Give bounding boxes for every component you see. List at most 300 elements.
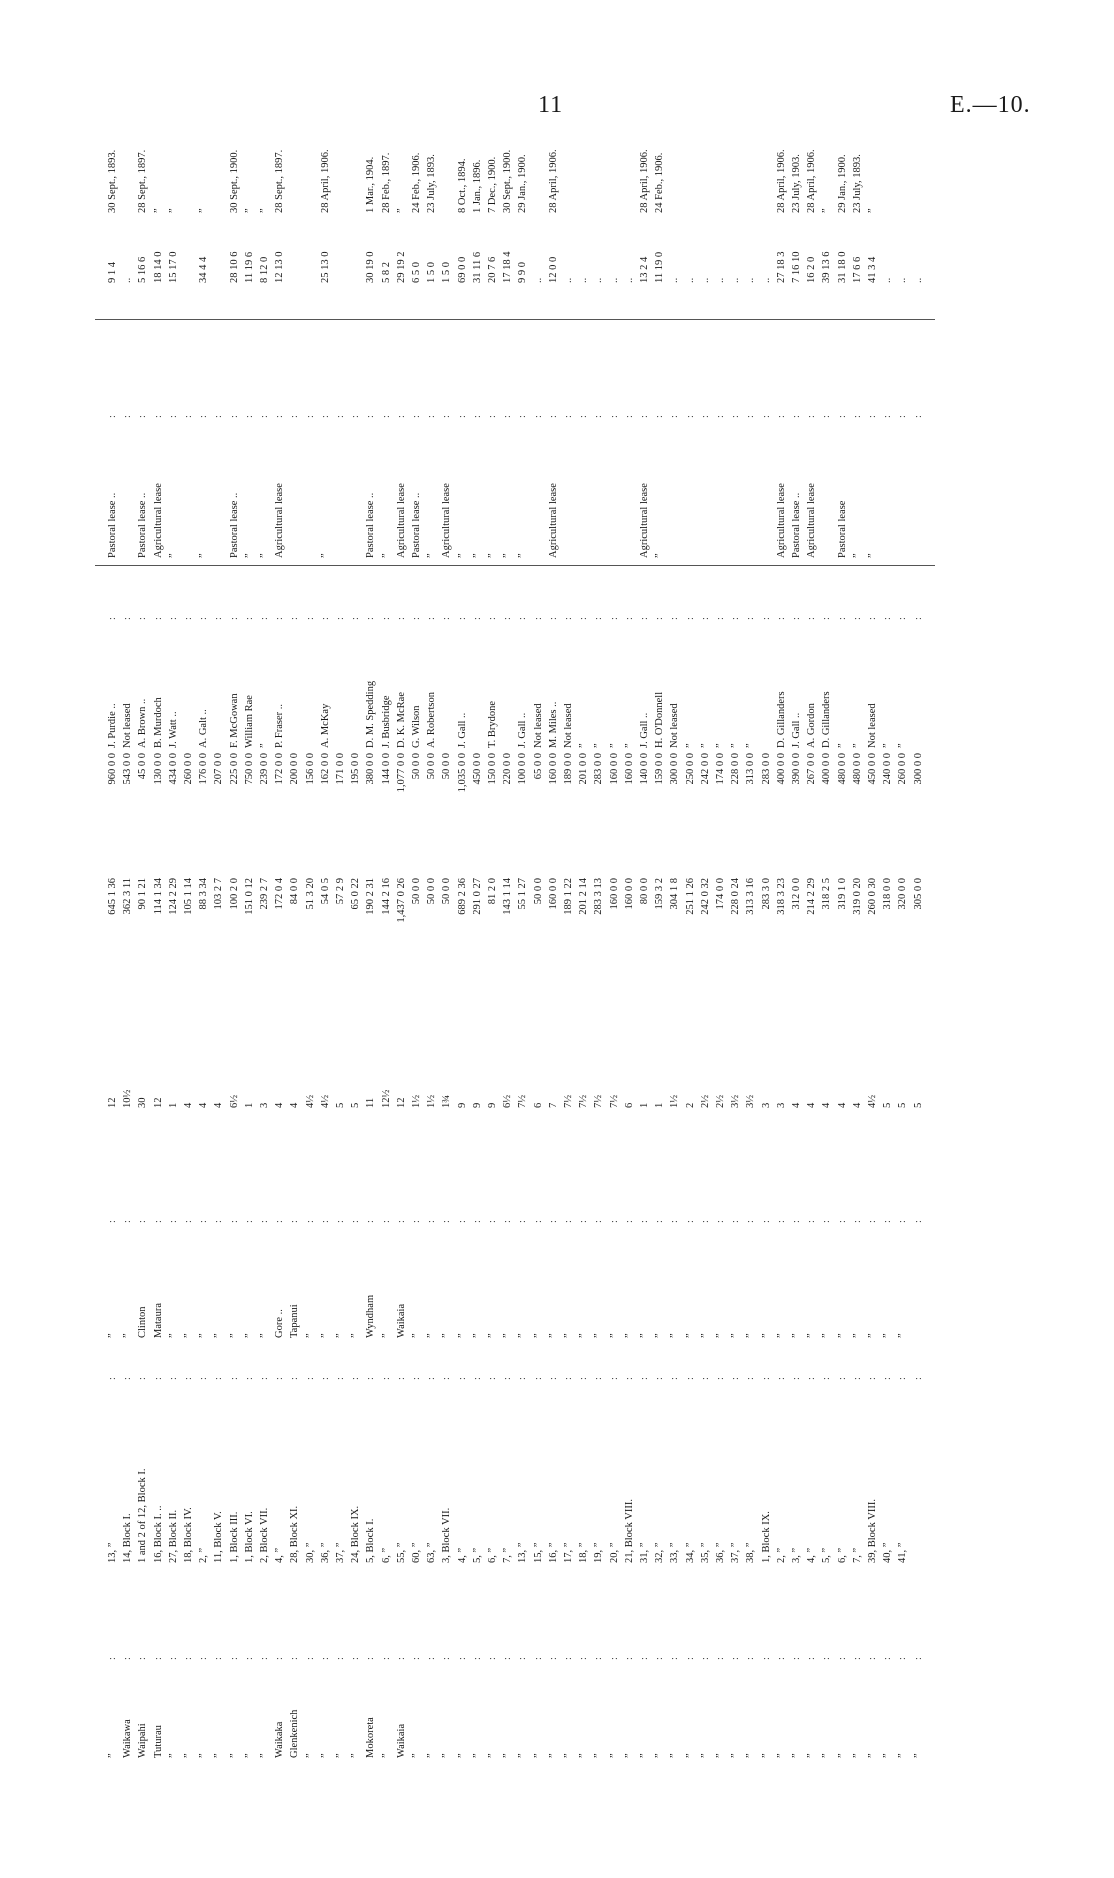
hundred-cell: Clinton (137, 1306, 149, 1338)
value-cell: 144 2 16 (380, 878, 392, 915)
section-cell: 7, ” (502, 1547, 514, 1563)
leader-dots: : (715, 1651, 726, 1660)
leader-dots: : (167, 1371, 179, 1380)
district-cell: Tuturau (152, 1725, 164, 1758)
leader-dots: : (851, 1371, 863, 1380)
tenure-cell: ” (380, 553, 392, 558)
lessee-cell: ” (608, 743, 620, 748)
table-row (837, 118, 849, 1758)
hundred-cell: Wyndham (365, 1294, 377, 1338)
rent-cell: 17 6 6 (851, 256, 863, 283)
district-cell: ” (350, 1753, 362, 1758)
hundred-cell: ” (426, 1333, 438, 1338)
leader-dots: : (304, 1214, 316, 1223)
capital-value-cell: 50 0 0 (426, 753, 438, 780)
table-row (320, 118, 332, 1758)
capital-value-cell: 242 0 0 (699, 753, 711, 785)
section-cell: 4, ” (456, 1547, 468, 1563)
section-cell: 60, ” (411, 1542, 422, 1563)
area-cell: 4 (289, 1102, 301, 1108)
capital-value-cell: 130 0 0 (152, 753, 164, 785)
leader-dots: : (137, 611, 149, 620)
lessee-cell: F. McGowan (228, 693, 240, 748)
lessee-cell: Not leased (669, 703, 681, 748)
value-cell: 100 2 0 (228, 878, 240, 910)
capital-value-cell: 240 0 0 (882, 753, 894, 785)
lessee-cell: ” (897, 743, 909, 748)
leader-dots: : (623, 611, 635, 620)
leader-dots: : (912, 1214, 924, 1223)
value-cell: 318 3 23 (775, 878, 787, 915)
value-cell: 143 1 14 (502, 878, 514, 915)
tenure-cell: ” (259, 553, 270, 558)
leader-dots: : (730, 611, 742, 620)
area-cell: 12½ (380, 1089, 392, 1108)
district-cell: ” (639, 1753, 650, 1758)
table-row (624, 118, 636, 1758)
leader-dots: : (350, 611, 362, 620)
leader-dots: : (441, 1651, 453, 1660)
value-cell: 84 0 0 (289, 878, 301, 905)
table-row (609, 118, 621, 1758)
area-cell: 1 (654, 1102, 666, 1108)
leader-dots: : (563, 611, 574, 620)
capital-value-cell: 480 0 0 (851, 753, 863, 785)
leader-dots: : (243, 409, 255, 418)
section-cell: 4, ” (806, 1547, 818, 1563)
leader-dots: : (563, 1371, 574, 1380)
area-cell: 1½ (669, 1094, 681, 1108)
leader-dots: : (608, 1651, 620, 1660)
leader-dots: : (867, 1371, 878, 1380)
date-cell: 28 April, 1906. (547, 149, 559, 213)
leader-dots: : (107, 1651, 118, 1660)
section-cell: 24, Block IX. (350, 1505, 362, 1563)
date-cell: 24 Feb., 1906. (654, 152, 666, 213)
leader-dots: : (456, 1214, 468, 1223)
district-cell: ” (532, 1753, 544, 1758)
leader-dots: : (791, 1651, 802, 1660)
area-cell: 6½ (502, 1094, 514, 1108)
hundred-cell: ” (730, 1333, 742, 1338)
district-cell: ” (699, 1753, 711, 1758)
section-cell: 19, ” (593, 1542, 605, 1563)
leader-dots: : (487, 1214, 498, 1223)
lessee-cell: B. Murdoch (152, 697, 164, 748)
area-cell: 12 (107, 1097, 118, 1108)
value-cell: 320 0 0 (897, 878, 909, 910)
capital-value-cell: 171 0 0 (335, 753, 346, 785)
district-cell: ” (730, 1753, 742, 1758)
rent-cell: 69 0 0 (456, 256, 468, 283)
district-cell: Waipahi (137, 1723, 149, 1758)
leader-dots: : (350, 409, 362, 418)
hundred-cell: ” (623, 1333, 635, 1338)
table-row (289, 118, 301, 1758)
value-cell: 174 0 0 (715, 878, 726, 910)
capital-value-cell: 450 0 0 (471, 753, 483, 785)
section-cell: 5, ” (821, 1547, 833, 1563)
area-cell: 1¾ (441, 1094, 453, 1108)
rent-cell: .. (912, 277, 924, 283)
capital-value-cell: 65 0 0 (532, 753, 544, 780)
leader-dots: : (259, 1651, 270, 1660)
district-cell: ” (821, 1753, 833, 1758)
rent-cell: 1 5 0 (426, 262, 438, 283)
area-cell: 3½ (745, 1094, 757, 1108)
leader-dots: : (578, 1214, 590, 1223)
district-cell: ” (487, 1753, 498, 1758)
rent-cell: 11 19 0 (654, 251, 666, 283)
rent-cell: 17 18 4 (502, 251, 514, 283)
date-cell: ” (243, 208, 255, 213)
area-cell: 2 (684, 1102, 696, 1108)
section-cell: 35, ” (699, 1542, 711, 1563)
district-cell: ” (167, 1753, 179, 1758)
table-row (639, 118, 651, 1758)
leader-dots: : (471, 409, 483, 418)
lessee-cell: J. Watt .. (167, 711, 179, 748)
leader-dots: : (806, 1214, 818, 1223)
value-cell: 90 1 21 (137, 878, 149, 910)
district-cell: Waikaka (274, 1721, 286, 1758)
value-cell: 54 0 5 (319, 878, 331, 905)
value-cell: 50 0 0 (426, 878, 438, 905)
leader-dots: : (122, 409, 134, 418)
section-cell: 6, ” (380, 1547, 392, 1563)
leader-dots: : (411, 611, 422, 620)
area-cell: 7 (547, 1102, 559, 1108)
capital-value-cell: 300 0 0 (669, 753, 681, 785)
leader-dots: : (836, 409, 848, 418)
value-cell: 160 0 0 (547, 878, 559, 910)
section-cell: 3, Block VII. (441, 1507, 453, 1563)
leader-dots: : (760, 1651, 772, 1660)
table-row (685, 118, 697, 1758)
rent-cell: 39 13 6 (821, 251, 833, 283)
value-cell: 105 1 14 (183, 878, 194, 915)
leader-dots: : (426, 1651, 438, 1660)
capital-value-cell: 176 0 0 (198, 753, 210, 785)
table-row (122, 118, 134, 1758)
table-row (335, 118, 347, 1758)
leader-dots: : (882, 409, 894, 418)
table-row (396, 118, 408, 1758)
district-cell: ” (319, 1753, 331, 1758)
tenure-cell: Agricultural lease (395, 483, 407, 558)
district-cell: ” (684, 1753, 696, 1758)
leader-dots: : (198, 611, 210, 620)
leader-dots: : (183, 611, 194, 620)
leader-dots: : (502, 1371, 514, 1380)
leader-dots: : (684, 611, 696, 620)
rent-cell: .. (715, 277, 726, 283)
section-cell: 14, Block I. (122, 1513, 134, 1563)
area-cell: 7½ (608, 1094, 620, 1108)
area-cell: 4½ (319, 1094, 331, 1108)
section-cell: 28, Block XI. (289, 1505, 301, 1563)
leader-dots: : (608, 1214, 620, 1223)
leader-dots: : (867, 611, 878, 620)
date-cell: 23 July, 1893. (426, 154, 438, 213)
hundred-cell: ” (243, 1333, 255, 1338)
table-row (441, 118, 453, 1758)
leader-dots: : (730, 1214, 742, 1223)
lessee-cell: J. Busbridge (380, 695, 392, 748)
district-cell: ” (183, 1753, 194, 1758)
hundred-cell: Waikaia (395, 1303, 407, 1338)
leader-dots: : (760, 1214, 772, 1223)
tenure-cell: Pastoral lease (836, 500, 848, 558)
leader-dots: : (836, 1371, 848, 1380)
leader-dots: : (502, 1651, 514, 1660)
lessee-cell: J. Gall .. (791, 712, 802, 748)
leader-dots: : (882, 1651, 894, 1660)
leader-dots: : (608, 1371, 620, 1380)
lessee-cell: ” (699, 743, 711, 748)
date-cell: 28 April, 1906. (806, 149, 818, 213)
section-cell: 13, ” (517, 1542, 529, 1563)
capital-value-cell: 400 0 0 (821, 753, 833, 785)
rent-cell: .. (532, 277, 544, 283)
leader-dots: : (745, 1651, 757, 1660)
capital-value-cell: 189 0 0 (563, 753, 574, 785)
area-cell: 30 (137, 1097, 149, 1108)
leader-dots: : (775, 1371, 787, 1380)
leader-dots: : (441, 1214, 453, 1223)
leader-dots: : (243, 1371, 255, 1380)
leader-dots: : (578, 611, 590, 620)
date-cell: ” (152, 208, 164, 213)
lessee-cell: Not leased (563, 703, 574, 748)
value-cell: 304 1 8 (669, 878, 681, 910)
leader-dots: : (137, 1651, 149, 1660)
leader-dots: : (608, 409, 620, 418)
value-cell: 50 0 0 (441, 878, 453, 905)
hundred-cell: ” (547, 1333, 559, 1338)
rent-cell: 11 19 6 (243, 251, 255, 283)
district-cell: ” (441, 1753, 453, 1758)
leader-dots: : (593, 409, 605, 418)
date-cell: ” (395, 208, 407, 213)
capital-value-cell: 200 0 0 (289, 753, 301, 785)
capital-value-cell: 260 0 0 (897, 753, 909, 785)
capital-value-cell: 1,035 0 0 (456, 753, 468, 793)
area-cell: 6 (623, 1102, 635, 1108)
leader-dots: : (730, 1371, 742, 1380)
section-cell: 3, ” (791, 1547, 802, 1563)
leader-dots: : (806, 1651, 818, 1660)
lessee-cell: G. Wilson (411, 705, 422, 748)
rent-cell: 12 13 0 (274, 251, 286, 283)
leader-dots: : (547, 1214, 559, 1223)
date-cell: 28 April, 1906. (319, 149, 331, 213)
leader-dots: : (563, 1651, 574, 1660)
table-row (350, 118, 362, 1758)
value-cell: 239 2 7 (259, 878, 270, 910)
rotated-land-table (95, 118, 935, 1758)
capital-value-cell: 260 0 0 (183, 753, 194, 785)
leader-dots: : (380, 1651, 392, 1660)
section-cell: 33, ” (669, 1542, 681, 1563)
area-cell: 1½ (426, 1094, 438, 1108)
tenure-cell: Agricultural lease (274, 483, 286, 558)
area-cell: 4 (851, 1102, 863, 1108)
date-cell: 1 Jan., 1896. (471, 159, 483, 213)
leader-dots: : (912, 1651, 924, 1660)
value-cell: 201 2 14 (578, 878, 590, 915)
capital-value-cell: 960 0 0 (107, 753, 118, 785)
leader-dots: : (289, 611, 301, 620)
district-cell: ” (669, 1753, 681, 1758)
tenure-cell: Pastoral lease .. (411, 492, 422, 558)
section-cell: 34, ” (684, 1542, 696, 1563)
district-cell: ” (745, 1753, 757, 1758)
leader-dots: : (395, 1214, 407, 1223)
leader-dots: : (319, 409, 331, 418)
leader-dots: : (380, 409, 392, 418)
hundred-cell: ” (578, 1333, 590, 1338)
section-cell: 1, Block III. (228, 1511, 240, 1563)
rent-cell: 18 14 0 (152, 251, 164, 283)
leader-dots: : (669, 409, 681, 418)
date-cell: 30 Sept., 1900. (228, 149, 240, 213)
leader-dots: : (122, 611, 134, 620)
rent-cell: .. (760, 277, 772, 283)
area-cell: 11 (365, 1097, 377, 1108)
hundred-cell: ” (456, 1333, 468, 1338)
leader-dots: : (183, 409, 194, 418)
leader-dots: : (426, 409, 438, 418)
leader-dots: : (289, 409, 301, 418)
leader-dots: : (395, 611, 407, 620)
leader-dots: : (699, 1371, 711, 1380)
table-row (411, 118, 423, 1758)
lessee-cell: ” (593, 743, 605, 748)
section-cell: 21, Block VIII. (623, 1499, 635, 1563)
table-row (776, 118, 788, 1758)
hundred-cell: ” (183, 1333, 194, 1338)
leader-dots: : (167, 409, 179, 418)
leader-dots: : (137, 1371, 149, 1380)
leader-dots: : (243, 611, 255, 620)
hundred-cell: ” (593, 1333, 605, 1338)
table-row (897, 118, 909, 1758)
area-cell: 2½ (699, 1094, 711, 1108)
tenure-cell: Pastoral lease .. (791, 492, 802, 558)
capital-value-cell: 480 0 0 (836, 753, 848, 785)
district-cell: ” (107, 1753, 118, 1758)
lessee-cell: William Rae (243, 695, 255, 748)
area-cell: 1 (639, 1102, 650, 1108)
area-cell: 12 (152, 1097, 164, 1108)
capital-value-cell: 220 0 0 (502, 753, 514, 785)
table-row (259, 118, 271, 1758)
leader-dots: : (487, 1651, 498, 1660)
table-row (715, 118, 727, 1758)
lessee-cell: ” (851, 743, 863, 748)
lessee-cell: A. Brown .. (137, 698, 149, 748)
rent-cell: 27 18 3 (775, 251, 787, 283)
leader-dots: : (760, 611, 772, 620)
leader-dots: : (122, 1651, 134, 1660)
leader-dots: : (669, 1651, 681, 1660)
area-cell: 4 (821, 1102, 833, 1108)
district-cell: ” (897, 1753, 909, 1758)
leader-dots: : (836, 1214, 848, 1223)
district-cell: ” (608, 1753, 620, 1758)
hundred-cell: ” (107, 1333, 118, 1338)
hundred-cell: ” (411, 1333, 422, 1338)
hundred-cell: ” (319, 1333, 331, 1338)
rent-cell: .. (593, 277, 605, 283)
hundred-cell: ” (639, 1333, 650, 1338)
leader-dots: : (471, 1651, 483, 1660)
leader-dots: : (441, 409, 453, 418)
leader-dots: : (152, 1651, 164, 1660)
leader-dots: : (259, 1214, 270, 1223)
tenure-cell: ” (198, 553, 210, 558)
leader-dots: : (882, 1371, 894, 1380)
leader-dots: : (745, 1371, 757, 1380)
tenure-cell: Agricultural lease (775, 483, 787, 558)
value-cell: 318 0 0 (882, 878, 894, 910)
lessee-cell: J. Purdie .. (107, 703, 118, 748)
date-cell: 30 Sept., 1900. (502, 149, 514, 213)
lessee-cell: A. Galt .. (198, 709, 210, 748)
area-cell: 5 (897, 1102, 909, 1108)
leader-dots: : (578, 1651, 590, 1660)
date-cell: 28 Feb., 1897. (380, 152, 392, 213)
leader-dots: : (243, 1651, 255, 1660)
leader-dots: : (304, 1371, 316, 1380)
rent-cell: 12 0 0 (547, 256, 559, 283)
lessee-cell: Not leased (867, 703, 878, 748)
leader-dots: : (623, 1371, 635, 1380)
table-row (882, 118, 894, 1758)
table-row (669, 118, 681, 1758)
capital-value-cell: 313 0 0 (745, 753, 757, 785)
leader-dots: : (411, 1214, 422, 1223)
section-cell: 2, ” (198, 1547, 210, 1563)
date-cell: 30 Sept., 1893. (107, 149, 118, 213)
leader-dots: : (380, 1214, 392, 1223)
hundred-cell: ” (699, 1333, 711, 1338)
district-cell: ” (775, 1753, 787, 1758)
leader-dots: : (851, 611, 863, 620)
leader-dots: : (198, 1651, 210, 1660)
leader-dots: : (152, 409, 164, 418)
capital-value-cell: 50 0 0 (411, 753, 422, 780)
lessee-cell: Not leased (122, 703, 134, 748)
leader-dots: : (426, 1371, 438, 1380)
hundred-cell: Mataura (152, 1303, 164, 1338)
hundred-cell: ” (654, 1333, 666, 1338)
area-cell: 7½ (517, 1094, 529, 1108)
leader-dots: : (578, 1371, 590, 1380)
leader-dots: : (228, 409, 240, 418)
leader-dots: : (912, 611, 924, 620)
leader-dots: : (593, 1371, 605, 1380)
leader-dots: : (228, 1651, 240, 1660)
leader-dots: : (395, 409, 407, 418)
leader-dots: : (441, 1371, 453, 1380)
leader-dots: : (107, 1214, 118, 1223)
leader-dots: : (319, 611, 331, 620)
leader-dots: : (456, 1371, 468, 1380)
leader-dots: : (745, 409, 757, 418)
hundred-cell: ” (760, 1333, 772, 1338)
